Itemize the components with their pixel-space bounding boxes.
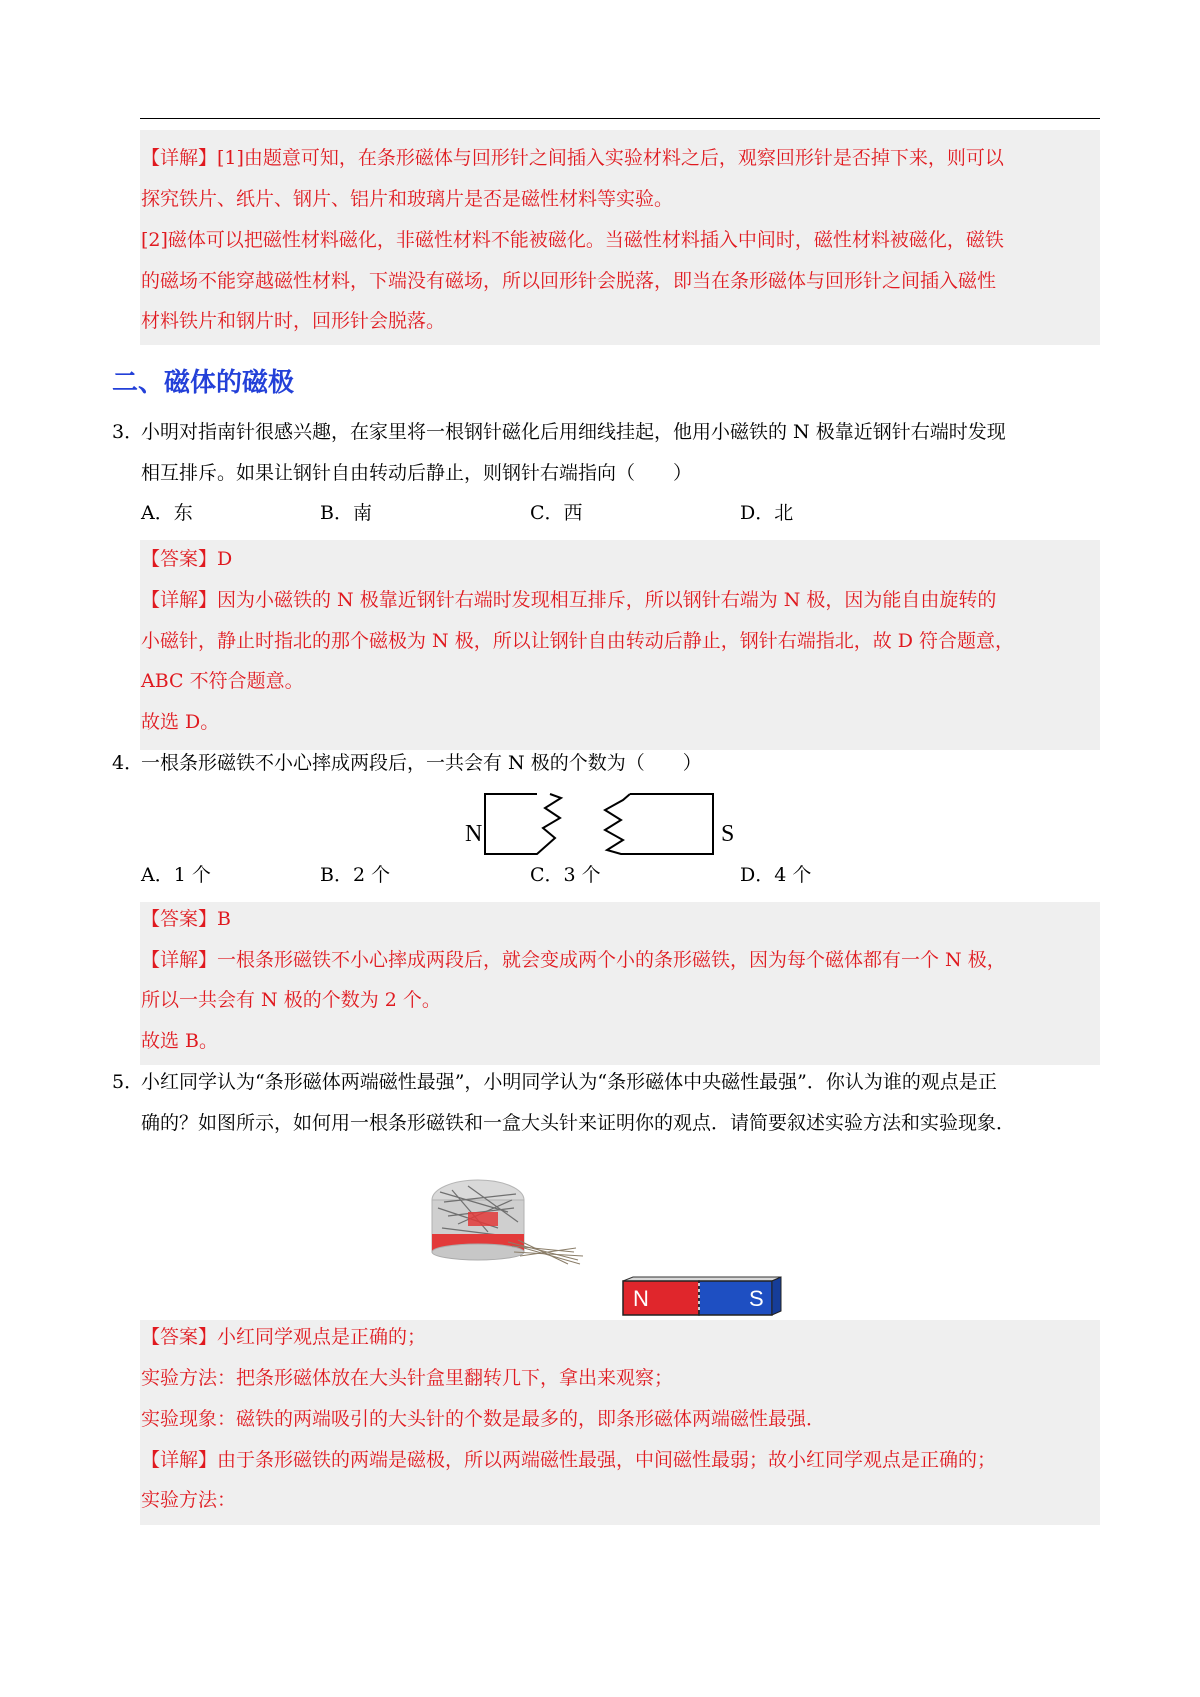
q4-option-b: B．2 个 [320, 864, 391, 886]
q5-stem-line-1: 小红同学认为“条形磁体两端磁性最强”，小明同学认为“条形磁体中央磁性最强”．你认为谁的观点是正 [141, 1071, 997, 1093]
bar-magnet-s-label: S [749, 1286, 764, 1311]
broken-magnet-left-piece [485, 794, 561, 854]
explain-label: 【详解】 [141, 147, 218, 169]
q4-answer: 【答案】B [141, 908, 231, 930]
q5-answer-line-2: 实验方法：把条形磁体放在大头针盒里翻转几下，拿出来观察； [141, 1367, 674, 1389]
pin-box-image [428, 1172, 588, 1287]
bar-magnet-end-face [772, 1277, 781, 1315]
q5-number: 5． [112, 1071, 144, 1093]
q4-option-c: C．3 个 [530, 864, 601, 886]
q3-option-a: A．东 [141, 502, 193, 524]
q4-option-d: D．4 个 [740, 864, 812, 886]
q5-stem-line-2: 确的？如图所示，如何用一根条形磁铁和一盒大头针来证明你的观点．请简要叙述实验方法和实验现象． [141, 1112, 1016, 1134]
prev-explanation-line-2: 探究铁片、纸片、钢片、铝片和玻璃片是否是磁性材料等实验。 [141, 188, 674, 210]
broken-magnet-n-label: N [465, 821, 483, 847]
bar-magnet-n-label: N [633, 1286, 649, 1311]
q4-explain-line-3: 故选 B。 [141, 1030, 219, 1052]
broken-magnet-figure [455, 790, 745, 870]
q3-option-b: B．南 [320, 502, 372, 524]
q4-stem: 一根条形磁铁不小心摔成两段后，一共会有 N 极的个数为（ ） [141, 752, 702, 774]
header-rule [140, 118, 1100, 119]
prev-explanation-line-1: 【详解】[1]由题意可知，在条形磁体与回形针之间插入实验材料之后，观察回形针是否掉下来，则可以 [141, 147, 1004, 169]
section-heading: 二、磁体的磁极 [112, 368, 295, 398]
q5-explain-line-2: 实验方法： [141, 1489, 237, 1511]
q5-answer-line-1: 【答案】小红同学观点是正确的； [141, 1326, 427, 1348]
q5-answer-line-3: 实验现象：磁铁的两端吸引的大头针的个数是最多的，即条形磁体两端磁性最强． [141, 1408, 826, 1430]
q3-option-c: C．西 [530, 502, 583, 524]
q5-explain-line-1: 【详解】由于条形磁铁的两端是磁极，所以两端磁性最强，中间磁性最弱；故小红同学观点是正确的； [141, 1449, 997, 1471]
bar-magnet [621, 1277, 786, 1319]
q3-explain-line-1: 【详解】因为小磁铁的 N 极靠近钢针右端时发现相互排斥，所以钢针右端为 N 极，因为能自由旋转的 [141, 589, 997, 611]
prev-explanation-line-5: 材料铁片和钢片时，回形针会脱落。 [141, 310, 446, 332]
broken-magnet-s-label: S [721, 821, 735, 847]
q3-number: 3． [112, 421, 144, 443]
prev-explanation-line-4: 的磁场不能穿越磁性材料，下端没有磁场，所以回形针会脱落，即当在条形磁体与回形针之间插入磁性 [141, 270, 997, 292]
q4-answer-block [140, 902, 1100, 1065]
q3-explain-line-2: 小磁针，静止时指北的那个磁极为 N 极，所以让钢针自由转动后静止，钢针右端指北，故 D 符合题意， [141, 630, 1015, 652]
q3-stem-line-2: 相互排斥。如果让钢针自由转动后静止，则钢针右端指向（ ） [141, 462, 693, 484]
q3-explain-line-3: ABC 不符合题意。 [141, 670, 304, 692]
q4-explain-line-2: 所以一共会有 N 极的个数为 2 个。 [141, 989, 441, 1011]
q4-explain-line-1: 【详解】一根条形磁铁不小心摔成两段后，就会变成两个小的条形磁铁，因为每个磁体都有一个 N 极， [141, 949, 1006, 971]
broken-magnet-right-piece [605, 794, 713, 854]
q3-stem-line-1: 小明对指南针很感兴趣，在家里将一根钢针磁化后用细线挂起，他用小磁铁的 N 极靠近钢针右端时发现 [141, 421, 1006, 443]
q4-number: 4． [112, 752, 144, 774]
q4-option-a: A．1 个 [141, 864, 211, 886]
q3-explain-line-4: 故选 D。 [141, 711, 220, 733]
q3-option-d: D．北 [740, 502, 794, 524]
prev-explanation-line-3: [2]磁体可以把磁性材料磁化，非磁性材料不能被磁化。当磁性材料插入中间时，磁性材料被磁化，磁铁 [141, 229, 1004, 251]
q3-answer: 【答案】D [141, 548, 233, 570]
